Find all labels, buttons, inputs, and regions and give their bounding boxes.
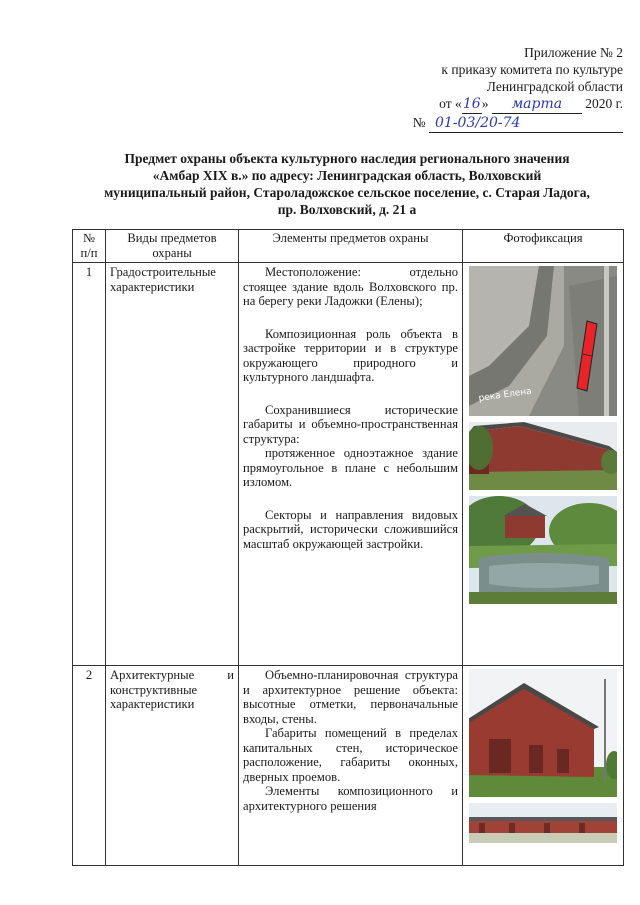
header-photo: Фотофиксация: [463, 230, 624, 263]
appendix-line-3: Ленинградской области: [486, 79, 623, 94]
barn-panorama-photo: [469, 803, 617, 843]
appendix-number: № 01-03/20-74: [383, 114, 623, 133]
aerial-map-photo: [469, 266, 617, 416]
handwritten-day: 16: [462, 96, 481, 112]
handwritten-number: 01-03/20-74: [429, 115, 623, 133]
appendix-header: [383, 44, 623, 133]
row-elements: Объемно-планировочная структура и архитектурное решение объекта: высотные отметки, первоначальные входы, стены. Габариты помещений в пределах капитальных стен, историческое расположение, габариты оконных, дверных проемов. Элементы композиционного и архитектурного решения: [239, 666, 463, 866]
appendix-date: от «16» марта 2020 г.: [439, 96, 623, 112]
row-type: Градостроительные характеристики: [106, 263, 239, 666]
row-num: 2: [73, 666, 106, 866]
date-year: 2020 г.: [585, 96, 623, 111]
row-photos: [463, 263, 624, 666]
table-row: [73, 666, 624, 866]
river-view-photo: [469, 496, 617, 604]
row-elements: Местоположение: отдельно стоящее здание вдоль Волховского пр. на берегу реки Ладожки (Елены); Композиционная роль объекта в застройке территории и в структуре окружающего природного и культурного ландшафта. Сохранившиеся исторические габариты и объемно-пространственная структура: протяженное одноэтажное здание прямоугольное в плане с небольшим изломом. Секторы и направления видовых раскрытий, исторически сложившийся масштаб окружающей застройки.: [239, 263, 463, 666]
row-num: 1: [73, 263, 106, 666]
appendix-line-1: Приложение № 2: [524, 45, 623, 60]
row-photos: [463, 666, 624, 866]
barn-photo-2: [469, 669, 617, 797]
table-row: [73, 263, 624, 666]
header-types: Виды предметов охраны: [106, 230, 239, 263]
header-elements: Элементы предметов охраны: [239, 230, 463, 263]
protection-table: [72, 229, 624, 866]
table-header-row: [73, 230, 624, 263]
appendix-line-2: к приказу комитета по культуре: [441, 62, 623, 77]
document-title: Предмет охраны объекта культурного наследия регионального значения «Амбар XIX в.» по адресу: Ленинградская область, Волховский муниципальный район, Староладожское сельское поселение, с. Старая Ладога, пр. Волховский, д. 21 а: [104, 151, 590, 217]
header-num: № п/п: [73, 230, 106, 263]
river-label: река Елена: [478, 386, 533, 404]
row-type: Архитектурные и конструктивные характеристики: [106, 666, 239, 866]
handwritten-month: марта: [492, 96, 582, 114]
barn-photo-1: [469, 422, 617, 490]
